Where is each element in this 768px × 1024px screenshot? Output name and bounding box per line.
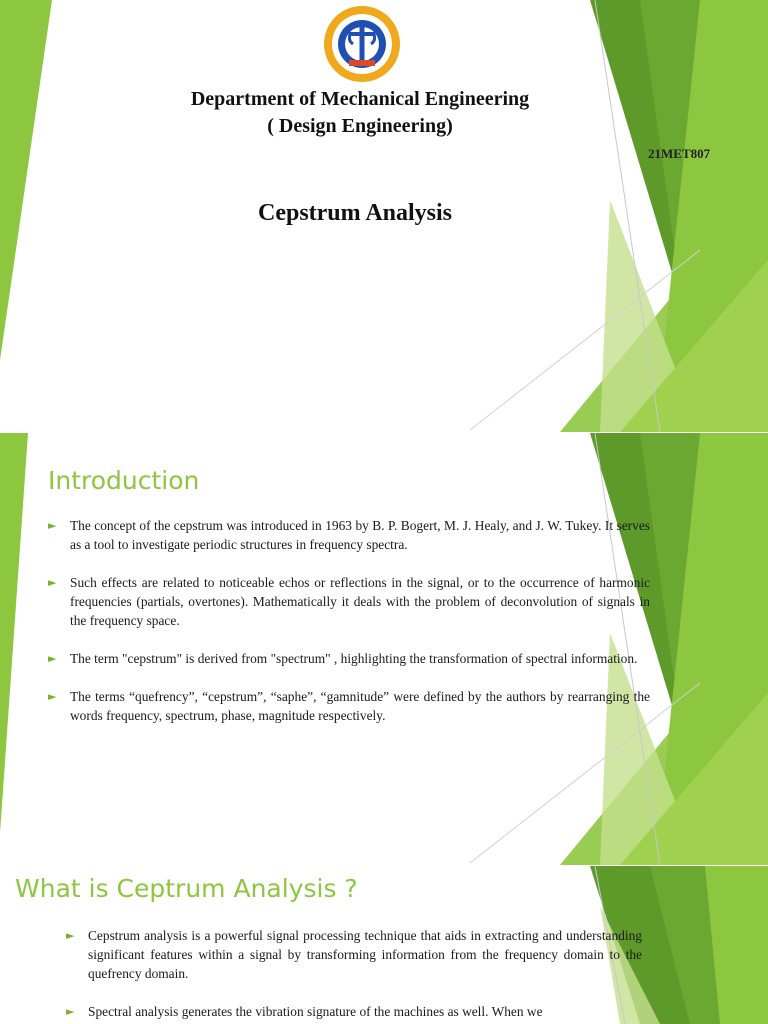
bullet-arrow-icon: ►: [66, 929, 75, 942]
department-title: Department of Mechanical Engineering: [190, 88, 530, 110]
section-heading: What is Ceptrum Analysis ?: [15, 874, 358, 903]
bullet-arrow-icon: ►: [48, 576, 57, 589]
introduction-slide: [0, 433, 768, 865]
list-item: ► Such effects are related to noticeable echos or reflections in the signal, or to the occurrence of harmonic frequencies (partials, overtones). Mathematically it deals with the problem of deconvolution of signals in the frequency space.: [48, 575, 650, 628]
subdepartment-title: ( Design Engineering): [267, 115, 453, 137]
list-item: ► The concept of the cepstrum was introduced in 1963 by B. P. Bogert, M. J. Healy, and J. W. Tukey. It serves as a tool to investigate periodic structures in frequency spectra.: [48, 518, 650, 552]
title-slide: [0, 0, 768, 432]
bullet-list: [66, 926, 642, 1024]
list-item: ► Cepstrum analysis is a powerful signal processing technique that aids in extracting and understanding significant features within a signal by transforming information from the frequency domain to the quefrency domain.: [66, 928, 642, 981]
course-code: 21MET807: [648, 146, 711, 161]
bullet-list: [48, 516, 650, 744]
bullet-arrow-icon: ►: [48, 519, 57, 532]
list-item: ► The terms “quefrency”, “cepstrum”, “saphe”, “gamnitude” were defined by the authors by rearranging the words frequency, spectrum, phase, magnitude respectively.: [48, 689, 650, 723]
slide-title: Cepstrum Analysis: [257, 200, 453, 226]
bullet-arrow-icon: ►: [48, 690, 57, 703]
institute-seal-icon: [323, 4, 401, 84]
what-is-slide: [0, 866, 768, 1024]
list-item: ► Spectral analysis generates the vibration signature of the machines as well. When we: [66, 1004, 543, 1019]
section-heading: Introduction: [48, 466, 200, 495]
list-item: ► The term "cepstrum" is derived from "spectrum" , highlighting the transformation of spectral information.: [48, 651, 638, 666]
bullet-arrow-icon: ►: [66, 1005, 75, 1018]
bullet-arrow-icon: ►: [48, 652, 57, 665]
